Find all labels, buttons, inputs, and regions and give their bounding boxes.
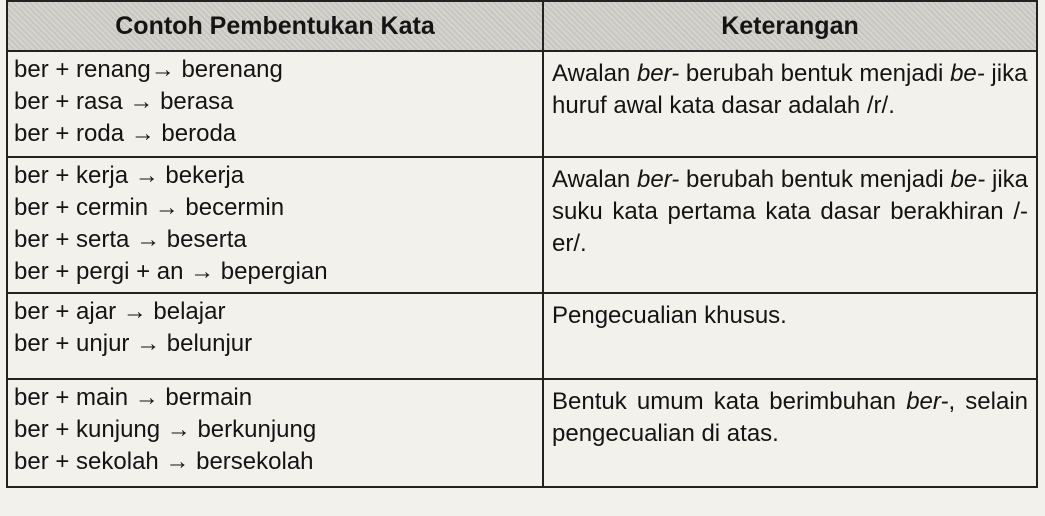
note-text: Pengecualian khusus.	[552, 302, 787, 329]
note-part: berubah bentuk menjadi	[679, 166, 951, 193]
table-row	[7, 293, 1037, 379]
note-part: Awalan	[552, 60, 637, 87]
note-italic: be-	[950, 60, 985, 87]
note-italic: ber-	[637, 166, 680, 193]
example-line: ber + cermin → becermin	[14, 194, 285, 221]
examples-cell	[7, 379, 543, 487]
note-text	[552, 166, 1028, 257]
note-italic: ber-	[906, 388, 949, 415]
note-cell	[543, 293, 1037, 379]
note-part: Bentuk umum kata berimbuhan	[552, 388, 907, 415]
note-part: jika huruf awal kata dasar adalah /r/.	[552, 60, 1028, 119]
note-italic: be-	[950, 166, 986, 193]
example-line: ber + kerja → bekerja	[14, 162, 245, 189]
note-part: Awalan	[552, 166, 638, 193]
note-italic: ber-	[636, 60, 680, 87]
note-text	[552, 388, 1028, 447]
header-examples: Contoh Pembentukan Kata	[7, 1, 543, 51]
example-line: ber + kunjung → berkunjung	[14, 416, 317, 443]
examples-cell	[7, 157, 543, 293]
example-line: ber + pergi + an → bepergian	[14, 258, 328, 285]
examples-cell	[7, 51, 543, 157]
example-line: ber + ajar → belajar	[14, 298, 226, 325]
example-line: ber + sekolah → bersekolah	[14, 448, 314, 475]
note-cell	[543, 51, 1037, 157]
note-cell	[543, 157, 1037, 293]
note-part: , selain pengecualian di atas.	[552, 388, 1028, 447]
example-line: ber + serta → beserta	[14, 226, 247, 253]
table-row	[7, 157, 1037, 293]
example-line: ber + rasa → berasa	[14, 88, 234, 115]
word-formation-table	[6, 0, 1038, 488]
example-line: ber + main → bermain	[14, 384, 253, 411]
example-line: ber + unjur → belunjur	[14, 330, 253, 357]
note-part: jika suku kata pertama kata dasar berakhiran /-er/.	[552, 166, 1028, 257]
note-cell	[543, 379, 1037, 487]
table-header-row	[7, 1, 1037, 51]
example-line: ber + roda → beroda	[14, 120, 237, 147]
note-text	[552, 60, 1027, 119]
table-row	[7, 379, 1037, 487]
header-notes: Keterangan	[543, 1, 1037, 51]
note-part: berubah bentuk menjadi	[679, 60, 951, 87]
table-row	[7, 51, 1037, 157]
examples-cell	[7, 293, 543, 379]
example-line: ber + renang→ berenang	[14, 56, 283, 83]
